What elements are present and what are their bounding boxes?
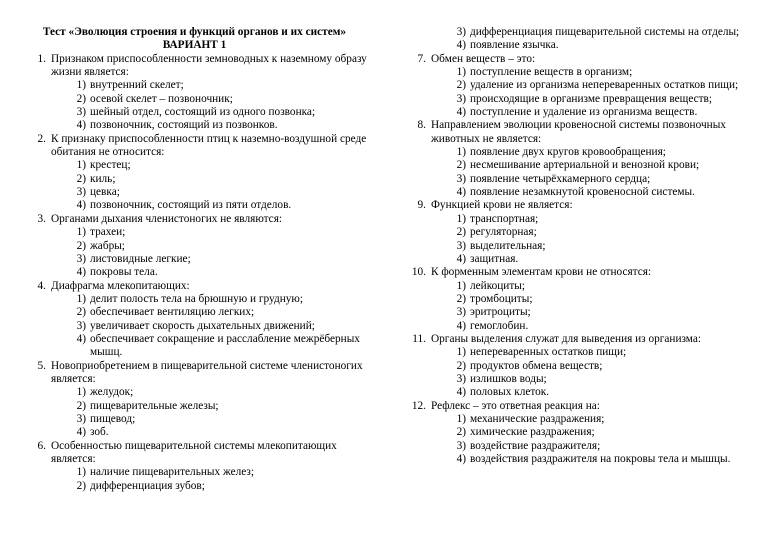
question-number: 7. [417, 52, 426, 65]
answer-option [22, 240, 367, 253]
option-number: 3) [76, 106, 86, 119]
question-item [22, 440, 367, 493]
option-text: защитная. [470, 252, 519, 265]
option-number: 1) [76, 79, 86, 92]
question-stem [22, 213, 367, 226]
answer-option [22, 106, 367, 119]
question-text: Признаком приспособленности земноводных к наземному образу жизни является: [51, 52, 367, 79]
option-text: шейный отдел, состоящий из одного позвонка; [90, 106, 316, 119]
option-text: зоб. [90, 426, 109, 439]
answer-option [402, 173, 747, 186]
question-item [402, 199, 747, 266]
answer-option [22, 253, 367, 266]
option-text: дифференциация пищеварительной системы на отделы; [470, 26, 740, 38]
option-text: внутренний скелет; [90, 79, 184, 92]
option-number: 3) [456, 26, 466, 38]
question-text: Особенностью пищеварительной системы млекопитающих является: [51, 439, 337, 465]
question-number: 5. [37, 359, 46, 372]
option-text: листовидные легкие; [90, 252, 191, 265]
answer-option [22, 293, 367, 306]
option-text: крестец; [90, 159, 131, 172]
answer-option [402, 306, 747, 319]
test-title: Тест «Эволюция строения и функций органов и их систем» [42, 26, 347, 38]
option-text: поступление веществ в организм; [470, 66, 633, 79]
option-number: 3) [76, 319, 86, 332]
answer-option [22, 413, 367, 426]
option-number: 4) [456, 252, 466, 265]
option-text: механические раздражения; [470, 412, 605, 425]
question-item [402, 400, 747, 467]
option-number: 4) [456, 319, 466, 332]
question-text: К признаку приспособленности птиц к наземно-воздушной среде обитания не относится: [51, 132, 367, 159]
answer-option [22, 320, 367, 333]
option-number: 3) [456, 306, 466, 319]
option-text: увеличивает скорость дыхательных движений; [90, 319, 315, 332]
option-text: тромбоциты; [470, 292, 533, 305]
option-text: продуктов обмена веществ; [470, 359, 603, 372]
option-text: киль; [90, 172, 116, 185]
answer-option [22, 173, 367, 186]
answer-option [402, 146, 747, 159]
answer-option [22, 93, 367, 106]
option-number: 4) [76, 332, 86, 345]
option-number: 2) [456, 159, 466, 172]
question-text: Диафрагма млекопитающих: [51, 279, 190, 292]
answer-option [402, 39, 747, 52]
answer-option [402, 240, 747, 253]
answer-option [402, 360, 747, 373]
option-text: пищеварительные железы; [90, 399, 219, 412]
option-text: покровы тела. [90, 266, 158, 279]
question-text: Новоприобретением в пищеварительной системе членистоногих является: [51, 359, 363, 385]
question-number: 10. [411, 266, 426, 279]
option-number: 2) [456, 292, 466, 305]
option-text: поступление и удаление из организма веществ. [470, 106, 698, 119]
option-number: 2) [76, 172, 86, 185]
question-stem [402, 333, 747, 346]
right-column [402, 26, 747, 466]
option-text: позвоночник, состоящий из позвонков. [90, 119, 278, 132]
option-text: появление четырёхкамерного сердца; [470, 172, 651, 185]
question-number: 6. [37, 439, 46, 452]
option-number: 2) [76, 479, 86, 492]
answer-option [402, 386, 747, 399]
question-item [22, 213, 367, 280]
answer-option [22, 159, 367, 172]
question-stem [402, 266, 747, 279]
option-number: 3) [456, 92, 466, 105]
option-text: происходящие в организме превращения веществ; [470, 92, 713, 105]
test-header [22, 26, 367, 53]
option-text: трахеи; [90, 226, 126, 239]
option-text: воздействия раздражителя на покровы тела и мышцы. [470, 453, 731, 465]
question-item [402, 266, 747, 333]
variant-label: ВАРИАНТ 1 [162, 39, 227, 52]
question-item [22, 360, 367, 440]
option-number: 3) [456, 239, 466, 252]
option-number: 4) [456, 39, 466, 52]
answer-option [402, 293, 747, 306]
option-number: 1) [76, 386, 86, 399]
option-number: 1) [456, 346, 466, 359]
answer-option [402, 453, 747, 466]
answer-option [402, 440, 747, 453]
option-number: 2) [76, 92, 86, 105]
left-column [22, 26, 367, 493]
question-item [402, 119, 747, 199]
question-number: 2. [37, 132, 46, 145]
question-item [402, 53, 747, 120]
option-text: транспортная; [470, 212, 539, 225]
question-stem [22, 440, 367, 467]
option-text: жабры; [90, 239, 125, 252]
question-number: 12. [411, 399, 426, 412]
option-text: лейкоциты; [470, 279, 526, 292]
question-text: Органами дыхания членистоногих не являются: [51, 212, 283, 225]
question-stem [22, 280, 367, 293]
option-text: наличие пищеварительных желез; [90, 466, 255, 479]
answer-option [22, 333, 367, 360]
option-number: 1) [76, 466, 86, 479]
answer-option [402, 79, 747, 92]
question-number: 8. [417, 119, 426, 132]
answer-option [22, 426, 367, 439]
option-text: регуляторная; [470, 226, 537, 239]
option-text: обеспечивает сокращение и расслабление межрёберных мышц. [90, 332, 360, 359]
option-number: 2) [456, 79, 466, 92]
option-text: пищевод; [90, 412, 136, 425]
option-text: делит полость тела на брюшную и грудную; [90, 292, 304, 305]
option-number: 2) [76, 399, 86, 412]
option-text: излишков воды; [470, 372, 547, 385]
option-text: удаление из организма непереваренных остатков пищи; [470, 79, 739, 92]
answer-option [402, 426, 747, 439]
question-number: 11. [412, 332, 426, 345]
question-stem [22, 53, 367, 80]
option-number: 2) [76, 239, 86, 252]
answer-option [402, 346, 747, 359]
option-number: 3) [456, 172, 466, 185]
option-number: 3) [76, 186, 86, 199]
option-text: гемоглобин. [470, 319, 529, 332]
option-text: эритроциты; [470, 306, 531, 319]
question-text: Обмен веществ – это: [431, 52, 536, 65]
option-text: желудок; [90, 386, 134, 399]
option-text: осевой скелет – позвоночник; [90, 92, 233, 105]
answer-option [22, 266, 367, 279]
question-stem [22, 133, 367, 160]
answer-option [402, 66, 747, 79]
option-number: 2) [456, 426, 466, 439]
option-number: 2) [456, 226, 466, 239]
question-item [22, 280, 367, 360]
option-number: 3) [456, 439, 466, 452]
question-number: 4. [37, 279, 46, 292]
option-number: 4) [76, 426, 86, 439]
option-number: 4) [76, 199, 86, 212]
option-text: обеспечивает вентиляцию легких; [90, 306, 255, 319]
option-number: 4) [456, 106, 466, 119]
question-stem [402, 400, 747, 413]
question-text: К форменным элементам крови не относятся: [431, 266, 652, 279]
answer-option [402, 213, 747, 226]
answer-option [22, 386, 367, 399]
option-number: 4) [76, 119, 86, 132]
answer-option [402, 413, 747, 426]
question-text: Рефлекс – это ответная реакция на: [431, 399, 600, 412]
question-text: Направлением эволюции кровеносной системы позвоночных животных не является: [431, 119, 726, 145]
left-question-list [22, 53, 367, 493]
option-text: половых клеток. [470, 386, 550, 399]
option-text: воздействие раздражителя; [470, 439, 601, 452]
answer-option [402, 320, 747, 333]
option-number: 1) [456, 412, 466, 425]
answer-option [22, 119, 367, 132]
answer-option [402, 106, 747, 119]
answer-option [22, 400, 367, 413]
option-text: химические раздражения; [470, 426, 595, 439]
question-text: Органы выделения служат для выведения из организма: [431, 332, 702, 345]
answer-option [22, 226, 367, 239]
question-stem [22, 360, 367, 387]
option-number: 3) [76, 412, 86, 425]
option-text: дифференциация зубов; [90, 479, 205, 492]
option-number: 1) [76, 226, 86, 239]
answer-option [402, 226, 747, 239]
question-text: Функцией крови не является: [431, 199, 573, 212]
option-number: 1) [456, 212, 466, 225]
option-number: 2) [456, 359, 466, 372]
question-stem [402, 53, 747, 66]
option-number: 1) [456, 66, 466, 79]
answer-option [402, 93, 747, 106]
continued-options [402, 26, 747, 53]
option-number: 4) [456, 453, 466, 465]
option-text: появление незамкнутой кровеносной системы. [470, 186, 695, 199]
question-number: 3. [37, 212, 46, 225]
option-text: цевка; [90, 186, 120, 199]
answer-option [402, 280, 747, 293]
option-number: 1) [456, 146, 466, 159]
answer-option [402, 159, 747, 172]
question-number: 9. [417, 199, 426, 212]
question-item [22, 53, 367, 133]
answer-option [402, 186, 747, 199]
answer-option [22, 186, 367, 199]
answer-option [22, 480, 367, 493]
option-text: выделительная; [470, 239, 546, 252]
question-stem [402, 199, 747, 212]
option-number: 3) [456, 372, 466, 385]
option-text: несмешивание артериальной и венозной крови; [470, 159, 700, 172]
option-number: 2) [76, 306, 86, 319]
answer-option [22, 306, 367, 319]
option-number: 1) [76, 292, 86, 305]
option-number: 1) [456, 279, 466, 292]
option-number: 4) [76, 266, 86, 279]
question-item [22, 133, 367, 213]
answer-option [402, 26, 747, 39]
right-question-list [402, 53, 747, 467]
option-text: непереваренных остатков пищи; [470, 346, 627, 359]
answer-option [22, 79, 367, 92]
option-number: 4) [456, 186, 466, 199]
answer-option [22, 199, 367, 212]
option-text: появление язычка. [470, 39, 559, 52]
option-text: позвоночник, состоящий из пяти отделов. [90, 199, 292, 212]
answer-option [402, 253, 747, 266]
answer-option [22, 466, 367, 479]
question-number: 1. [37, 52, 46, 65]
option-number: 3) [76, 252, 86, 265]
option-text: появление двух кругов кровообращения; [470, 146, 666, 159]
option-number: 1) [76, 159, 86, 172]
question-stem [402, 119, 747, 146]
option-number: 4) [456, 386, 466, 399]
answer-option [402, 373, 747, 386]
question-item [402, 333, 747, 400]
